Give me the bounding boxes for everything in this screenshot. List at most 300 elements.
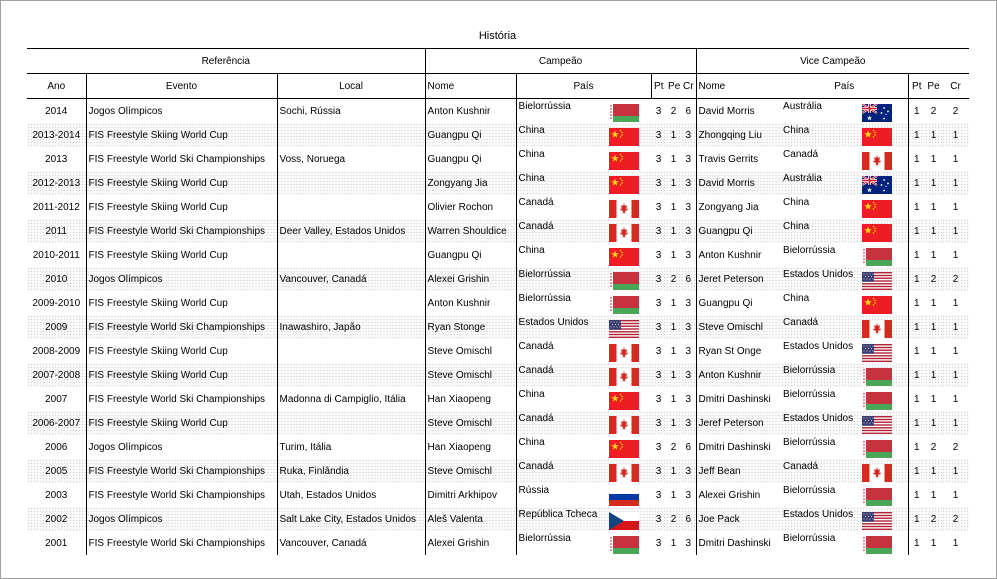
cell-local-text: Madonna di Campiglio, Itália — [279, 393, 406, 405]
cell-local — [277, 531, 425, 555]
cell-evento-text: FIS Freestyle Skiing World Cup — [88, 417, 228, 429]
cell-vice-pe — [925, 315, 942, 339]
cell-vice-pais — [781, 99, 908, 124]
cell-campeao-pais-text: Canadá — [518, 364, 554, 376]
cell-vice-nome — [696, 315, 781, 339]
cell-campeao-pt — [651, 363, 666, 387]
cell-ano-text: 2014 — [45, 105, 68, 117]
cell-campeao-cr — [681, 99, 696, 124]
cell-vice-pe — [925, 171, 942, 195]
cell-campeao-pt — [651, 243, 666, 267]
cell-campeao-pt-text: 3 — [655, 225, 662, 237]
cell-campeao-pe-text: 1 — [670, 393, 677, 405]
cell-vice-pais — [781, 411, 908, 435]
cell-vice-pais-text: Bielorrússia — [783, 436, 836, 448]
cell-campeao-pe-text: 1 — [670, 321, 677, 333]
belarus-flag-icon — [609, 104, 639, 122]
cell-vice-nome — [696, 483, 781, 507]
cell-vice-pt — [908, 147, 925, 171]
table-row — [27, 243, 969, 267]
cell-evento — [86, 339, 277, 363]
cell-campeao-pais — [516, 315, 651, 339]
usa-flag-icon — [609, 320, 639, 338]
cell-vice-pais-text: China — [783, 292, 810, 304]
cell-campeao-pais-text: Canadá — [518, 196, 554, 208]
col-campeao-pt: Pt — [651, 74, 666, 99]
cell-campeao-pe-text: 2 — [670, 273, 677, 285]
cell-vice-pe-text: 1 — [930, 489, 937, 501]
cell-campeao-cr — [681, 267, 696, 291]
cell-campeao-cr-text: 3 — [685, 465, 692, 477]
cell-evento-text: FIS Freestyle Skiing World Cup — [88, 177, 228, 189]
table-row — [27, 291, 969, 315]
cell-vice-cr — [942, 315, 969, 339]
cell-campeao-nome-text: Han Xiaopeng — [427, 393, 491, 405]
cell-vice-nome-text: Guangpu Qi — [698, 225, 753, 237]
cell-vice-nome — [696, 219, 781, 243]
cell-vice-nome — [696, 435, 781, 459]
cell-campeao-pais — [516, 195, 651, 219]
cell-campeao-nome-text: Han Xiaopeng — [427, 441, 491, 453]
cell-campeao-nome-text: Alexei Grishin — [427, 273, 490, 285]
cell-campeao-nome-text: Dimitri Arkhipov — [427, 489, 497, 501]
cell-ano — [27, 171, 86, 195]
cell-campeao-pe-text: 2 — [670, 513, 677, 525]
cell-evento — [86, 483, 277, 507]
cell-vice-pt-text: 1 — [914, 273, 920, 285]
cell-ano-text: 2006-2007 — [32, 417, 81, 429]
cell-campeao-pt — [651, 387, 666, 411]
china-flag-icon — [862, 200, 892, 218]
col-vice-pt: Pt — [908, 74, 925, 99]
cell-vice-pe-text: 1 — [930, 297, 937, 309]
belarus-flag-icon — [862, 248, 892, 266]
cell-ano — [27, 459, 86, 483]
australia-flag-icon — [862, 176, 892, 194]
cell-vice-nome-text: Jeref Peterson — [698, 417, 764, 429]
cell-vice-nome — [696, 363, 781, 387]
cell-campeao-cr-text: 3 — [685, 345, 692, 357]
cell-ano-text: 2007-2008 — [32, 369, 81, 381]
cell-vice-pais — [781, 387, 908, 411]
cell-campeao-pt-text: 3 — [655, 153, 662, 165]
cell-evento — [86, 435, 277, 459]
cell-campeao-pt-text: 3 — [655, 417, 662, 429]
cell-campeao-nome — [425, 219, 516, 243]
cell-campeao-nome — [425, 459, 516, 483]
cell-ano-text: 2013-2014 — [32, 129, 81, 141]
cell-vice-pt-text: 1 — [914, 129, 920, 141]
cell-campeao-pe — [666, 219, 681, 243]
cell-campeao-nome — [425, 387, 516, 411]
cell-vice-pais-text: Bielorrússia — [783, 364, 836, 376]
cell-campeao-cr-text: 3 — [685, 297, 692, 309]
cell-campeao-pe — [666, 435, 681, 459]
cell-local — [277, 363, 425, 387]
cell-vice-nome-text: David Morris — [698, 105, 755, 117]
cell-campeao-pt-text: 3 — [655, 177, 662, 189]
cell-vice-pais — [781, 435, 908, 459]
cell-ano-text: 2013 — [45, 153, 68, 165]
cell-evento — [86, 123, 277, 147]
cell-campeao-cr — [681, 459, 696, 483]
cell-vice-cr — [942, 171, 969, 195]
cell-local-text: Deer Valley, Estados Unidos — [279, 225, 406, 237]
cell-campeao-pt — [651, 267, 666, 291]
cell-vice-pais — [781, 219, 908, 243]
cell-vice-nome — [696, 531, 781, 555]
cell-campeao-pt — [651, 411, 666, 435]
cell-campeao-cr-text: 6 — [685, 105, 692, 117]
cell-local — [277, 291, 425, 315]
cell-campeao-pais — [516, 171, 651, 195]
cell-campeao-pais-text: Rússia — [518, 484, 550, 496]
cell-campeao-cr — [681, 483, 696, 507]
cell-campeao-pe-text: 1 — [670, 369, 677, 381]
cell-campeao-cr-text: 3 — [685, 177, 692, 189]
cell-vice-pt-text: 1 — [914, 537, 920, 549]
cell-ano — [27, 507, 86, 531]
cell-vice-nome — [696, 291, 781, 315]
usa-flag-icon — [862, 344, 892, 362]
cell-campeao-pt — [651, 123, 666, 147]
usa-flag-icon — [862, 416, 892, 434]
cell-campeao-pais-text: China — [518, 148, 545, 160]
cell-campeao-pt-text: 3 — [655, 393, 662, 405]
cell-evento — [86, 99, 277, 124]
cell-vice-cr-text: 1 — [952, 369, 959, 381]
col-campeao-pais: País — [516, 74, 651, 99]
belarus-flag-icon — [609, 536, 639, 554]
cell-vice-cr-text: 1 — [952, 345, 959, 357]
cell-campeao-nome-text: Guangpu Qi — [427, 153, 482, 165]
cell-vice-cr — [942, 219, 969, 243]
cell-campeao-pt — [651, 507, 666, 531]
cell-campeao-pe-text: 1 — [670, 201, 677, 213]
cell-campeao-cr-text: 3 — [685, 489, 692, 501]
cell-campeao-nome — [425, 339, 516, 363]
cell-vice-pt — [908, 483, 925, 507]
cell-campeao-nome — [425, 267, 516, 291]
cell-campeao-pe — [666, 99, 681, 124]
cell-vice-pe-text: 1 — [930, 177, 937, 189]
cell-campeao-pe-text: 1 — [670, 225, 677, 237]
cell-campeao-cr-text: 6 — [685, 513, 692, 525]
cell-campeao-cr-text: 6 — [685, 441, 692, 453]
cell-vice-cr-text: 1 — [952, 153, 959, 165]
belarus-flag-icon — [862, 392, 892, 410]
cell-campeao-pe — [666, 147, 681, 171]
col-local: Local — [277, 74, 425, 99]
cell-vice-pt-text: 1 — [914, 513, 920, 525]
china-flag-icon — [609, 152, 639, 170]
cell-campeao-pais-text: República Tcheca — [518, 508, 598, 520]
cell-campeao-nome-text: Ryan Stonge — [427, 321, 486, 333]
cell-campeao-pais — [516, 99, 651, 124]
cell-vice-cr — [942, 363, 969, 387]
belarus-flag-icon — [862, 488, 892, 506]
cell-evento-text: Jogos Olímpicos — [88, 441, 163, 453]
cell-vice-cr-text: 1 — [952, 201, 959, 213]
cell-local-text: Voss, Noruega — [279, 153, 346, 165]
cell-ano — [27, 339, 86, 363]
col-campeao-cr: Cr — [681, 74, 696, 99]
cell-campeao-pe — [666, 507, 681, 531]
cell-campeao-pt-text: 3 — [655, 513, 662, 525]
cell-vice-pais-text: Austrália — [783, 172, 822, 184]
cell-vice-pe — [925, 195, 942, 219]
cell-ano — [27, 243, 86, 267]
usa-flag-icon — [862, 512, 892, 530]
canada-flag-icon — [862, 152, 892, 170]
cell-campeao-pe — [666, 291, 681, 315]
cell-campeao-pt — [651, 219, 666, 243]
cell-campeao-cr — [681, 315, 696, 339]
cell-vice-cr — [942, 339, 969, 363]
cell-ano-text: 2010-2011 — [32, 249, 80, 261]
table-row — [27, 483, 969, 507]
page-title: História — [478, 30, 517, 42]
cell-campeao-cr — [681, 411, 696, 435]
cell-ano-text: 2006 — [45, 441, 68, 453]
cell-campeao-nome — [425, 99, 516, 124]
cell-campeao-pais — [516, 483, 651, 507]
cell-campeao-nome — [425, 507, 516, 531]
table-row — [27, 147, 969, 171]
cell-vice-pe-text: 1 — [930, 153, 937, 165]
cell-local — [277, 195, 425, 219]
cell-vice-nome — [696, 459, 781, 483]
cell-ano-text: 2010 — [45, 273, 68, 285]
cell-campeao-nome-text: Aleš Valenta — [427, 513, 483, 525]
cell-vice-pais-text: Bielorrússia — [783, 388, 836, 400]
cell-vice-nome — [696, 411, 781, 435]
cell-vice-nome-text: David Morris — [698, 177, 755, 189]
cell-vice-nome-text: Steve Omischl — [698, 321, 763, 333]
cell-campeao-nome-text: Warren Shouldice — [427, 225, 507, 237]
cell-vice-nome-text: Zhongqing Liu — [698, 129, 762, 141]
cell-campeao-nome — [425, 243, 516, 267]
table-row — [27, 387, 969, 411]
china-flag-icon — [609, 248, 639, 266]
cell-vice-pais-text: Bielorrússia — [783, 532, 836, 544]
cell-campeao-pe — [666, 363, 681, 387]
cell-vice-pais-text: China — [783, 124, 810, 136]
cell-campeao-pe — [666, 483, 681, 507]
cell-vice-pe-text: 1 — [930, 249, 937, 261]
cell-campeao-pais — [516, 363, 651, 387]
cell-campeao-nome — [425, 315, 516, 339]
cell-campeao-pe — [666, 315, 681, 339]
cell-vice-pt — [908, 411, 925, 435]
cell-local — [277, 459, 425, 483]
cell-campeao-nome — [425, 531, 516, 555]
cell-campeao-cr — [681, 171, 696, 195]
cell-ano — [27, 363, 86, 387]
cell-campeao-pais-text: Canadá — [518, 340, 554, 352]
cell-vice-pe-text: 1 — [930, 129, 937, 141]
cell-vice-pt-text: 1 — [914, 153, 920, 165]
cell-vice-pais — [781, 147, 908, 171]
cell-vice-nome-text: Travis Gerrits — [698, 153, 759, 165]
cell-campeao-pais — [516, 267, 651, 291]
cell-campeao-cr-text: 3 — [685, 225, 692, 237]
cell-vice-pe-text: 1 — [930, 465, 937, 477]
cell-vice-pt-text: 1 — [914, 225, 920, 237]
cell-evento-text: FIS Freestyle Skiing World Cup — [88, 345, 228, 357]
cell-vice-pt — [908, 459, 925, 483]
cell-vice-pt — [908, 291, 925, 315]
cell-vice-cr — [942, 531, 969, 555]
cell-ano — [27, 483, 86, 507]
cell-vice-cr-text: 2 — [952, 105, 959, 117]
cell-evento — [86, 171, 277, 195]
cell-local-text: Vancouver, Canadá — [279, 537, 367, 549]
cell-vice-pais-text: Estados Unidos — [783, 412, 854, 424]
cell-vice-cr-text: 1 — [952, 249, 959, 261]
cell-campeao-nome-text: Guangpu Qi — [427, 129, 482, 141]
cell-vice-pt-text: 1 — [914, 441, 920, 453]
cell-vice-cr — [942, 435, 969, 459]
cell-campeao-nome-text: Steve Omischl — [427, 369, 492, 381]
cell-campeao-pais-text: Bielorrússia — [518, 100, 571, 112]
cell-campeao-pe — [666, 171, 681, 195]
canada-flag-icon — [609, 224, 639, 242]
cell-campeao-cr-text: 3 — [685, 321, 692, 333]
cell-evento — [86, 363, 277, 387]
cell-vice-cr — [942, 123, 969, 147]
cell-ano — [27, 435, 86, 459]
cell-campeao-pt-text: 3 — [655, 201, 662, 213]
cell-ano-text: 2011 — [45, 225, 67, 237]
cell-evento-text: FIS Freestyle Skiing World Cup — [88, 201, 228, 213]
cell-vice-nome — [696, 123, 781, 147]
cell-evento-text: FIS Freestyle World Ski Championships — [88, 225, 266, 237]
cell-campeao-pt-text: 3 — [655, 105, 662, 117]
cell-campeao-cr-text: 3 — [685, 369, 692, 381]
cell-vice-pt-text: 1 — [914, 369, 920, 381]
table-row — [27, 363, 969, 387]
cell-vice-pais-text: Estados Unidos — [783, 508, 854, 520]
cell-ano — [27, 291, 86, 315]
cell-vice-cr — [942, 411, 969, 435]
cell-evento — [86, 219, 277, 243]
cell-campeao-pe-text: 1 — [670, 129, 677, 141]
canada-flag-icon — [609, 344, 639, 362]
cell-ano — [27, 219, 86, 243]
cell-vice-pt-text: 1 — [914, 177, 920, 189]
cell-vice-pt-text: 1 — [914, 105, 920, 117]
cell-campeao-pe — [666, 531, 681, 555]
cell-vice-pe-text: 2 — [930, 513, 937, 525]
cell-vice-pais — [781, 291, 908, 315]
cell-evento-text: FIS Freestyle World Ski Championships — [88, 489, 266, 501]
cell-ano-text: 2009 — [45, 321, 68, 333]
cell-evento-text: FIS Freestyle Skiing World Cup — [88, 297, 228, 309]
cell-campeao-nome-text: Guangpu Qi — [427, 249, 482, 261]
cell-campeao-pais-text: Canadá — [518, 220, 554, 232]
cell-campeao-pais — [516, 435, 651, 459]
table-row — [27, 171, 969, 195]
cell-campeao-pt-text: 3 — [655, 345, 662, 357]
cell-campeao-pe-text: 2 — [670, 441, 677, 453]
cell-evento — [86, 291, 277, 315]
cell-campeao-pt-text: 3 — [655, 129, 662, 141]
cell-campeao-pais — [516, 339, 651, 363]
cell-campeao-cr — [681, 363, 696, 387]
cell-vice-pais — [781, 267, 908, 291]
cell-campeao-pais-text: China — [518, 436, 545, 448]
cell-ano-text: 2003 — [45, 489, 68, 501]
cell-campeao-cr — [681, 339, 696, 363]
cell-ano-text: 2009-2010 — [32, 297, 81, 309]
cell-local-text: Sochi, Rússia — [279, 105, 341, 117]
cell-campeao-pais — [516, 147, 651, 171]
cell-vice-nome-text: Joe Pack — [698, 513, 740, 525]
cell-ano — [27, 267, 86, 291]
cell-campeao-pe-text: 1 — [670, 465, 677, 477]
cell-ano-text: 2008-2009 — [32, 345, 81, 357]
col-vice-cr: Cr — [942, 74, 969, 99]
cell-local — [277, 243, 425, 267]
col-vice-nome: Nome — [696, 74, 781, 99]
cell-vice-cr — [942, 291, 969, 315]
cell-vice-pais-text: China — [783, 220, 810, 232]
cell-campeao-pt — [651, 435, 666, 459]
cell-campeao-pais — [516, 387, 651, 411]
cell-vice-pe — [925, 243, 942, 267]
cell-campeao-pais-text: Bielorrússia — [518, 268, 571, 280]
cell-local — [277, 147, 425, 171]
cell-campeao-pais-text: China — [518, 244, 545, 256]
cell-campeao-pt — [651, 195, 666, 219]
col-evento: Evento — [86, 74, 277, 99]
belarus-flag-icon — [862, 368, 892, 386]
cell-vice-pais-text: China — [783, 196, 810, 208]
cell-campeao-pe — [666, 411, 681, 435]
cell-vice-pe — [925, 459, 942, 483]
cell-campeao-cr-text: 3 — [685, 417, 692, 429]
cell-campeao-nome-text: Anton Kushnir — [427, 297, 491, 309]
cell-campeao-pe — [666, 195, 681, 219]
canada-flag-icon — [862, 464, 892, 482]
cell-vice-pe — [925, 363, 942, 387]
cell-vice-nome-text: Zongyang Jia — [698, 201, 759, 213]
cell-campeao-cr — [681, 219, 696, 243]
cell-vice-pe-text: 2 — [930, 273, 937, 285]
cell-vice-cr-text: 2 — [952, 513, 959, 525]
cell-vice-pais-text: Estados Unidos — [783, 268, 854, 280]
canada-flag-icon — [609, 200, 639, 218]
cell-campeao-cr-text: 3 — [685, 129, 692, 141]
cell-vice-pe — [925, 219, 942, 243]
cell-vice-pais — [781, 483, 908, 507]
cell-campeao-pt — [651, 99, 666, 124]
cell-ano — [27, 99, 86, 124]
col-ano: Ano — [27, 74, 86, 99]
cell-vice-cr-text: 2 — [952, 441, 959, 453]
cell-vice-cr-text: 1 — [952, 177, 959, 189]
cell-vice-pt — [908, 171, 925, 195]
cell-campeao-pt — [651, 459, 666, 483]
cell-evento — [86, 411, 277, 435]
cell-evento-text: FIS Freestyle Skiing World Cup — [88, 249, 228, 261]
cell-campeao-pais — [516, 507, 651, 531]
cell-local — [277, 123, 425, 147]
cell-campeao-cr — [681, 243, 696, 267]
cell-evento — [86, 507, 277, 531]
cell-vice-nome — [696, 147, 781, 171]
